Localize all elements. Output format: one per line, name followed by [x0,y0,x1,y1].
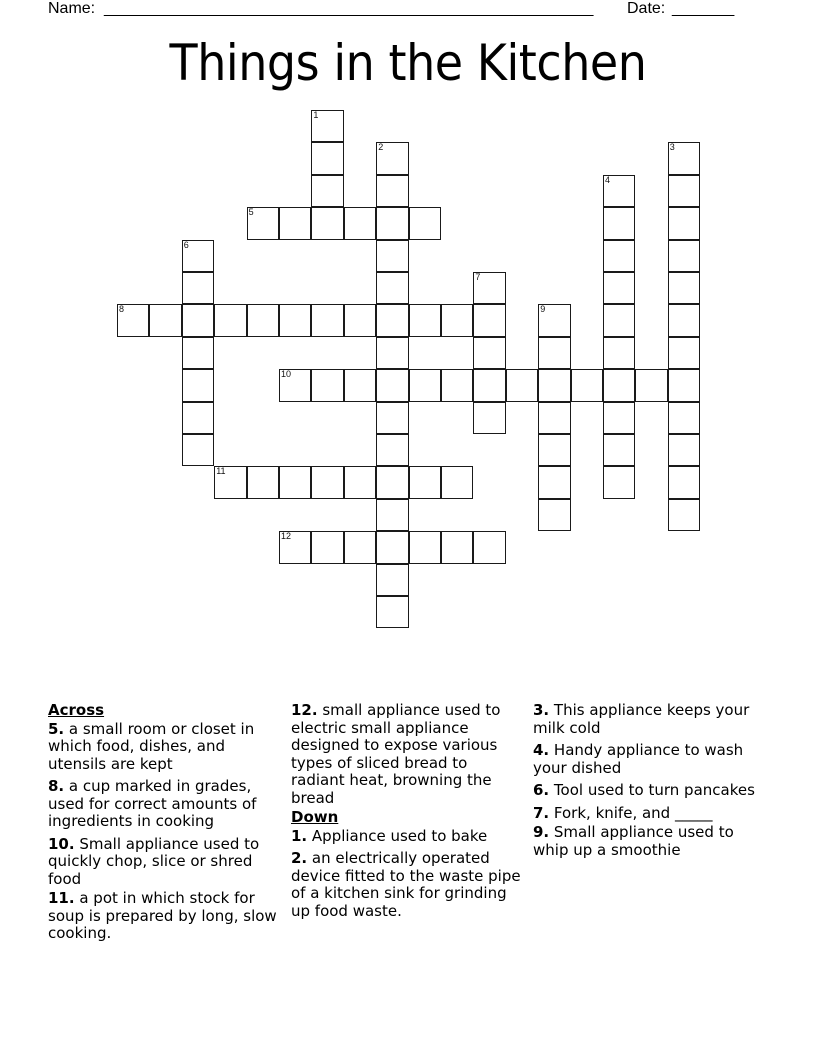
crossword-cell[interactable] [538,499,570,531]
crossword-cell[interactable] [376,434,408,466]
crossword-cell[interactable] [603,369,635,401]
crossword-cell[interactable] [603,402,635,434]
crossword-cell[interactable] [538,402,570,434]
clue-text: Small appliance used to quickly chop, slice or shred food [48,834,260,888]
clue-down-1 [291,828,521,846]
clue-down-3 [533,702,763,737]
clue-number-label: 9 [540,304,546,315]
crossword-cell[interactable] [668,304,700,336]
crossword-cell[interactable] [668,272,700,304]
crossword-cell[interactable] [247,304,279,336]
crossword-cell[interactable] [409,207,441,239]
crossword-cell[interactable] [182,304,214,336]
crossword-cell[interactable] [376,304,408,336]
page-title: Things in the Kitchen [169,34,647,92]
clues-column-3 [533,702,763,864]
date-label: Date: [627,0,666,17]
crossword-cell[interactable] [668,240,700,272]
crossword-cell[interactable] [344,531,376,563]
crossword-cell[interactable] [182,434,214,466]
clue-text: Handy appliance to wash your dished [533,741,744,777]
crossword-cell[interactable] [506,369,538,401]
crossword-cell[interactable] [311,531,343,563]
crossword-cell[interactable] [214,466,246,498]
clue-text: a pot in which stock for soup is prepared by long, slow cooking. [48,889,277,942]
crossword-cell[interactable] [409,369,441,401]
crossword-cell[interactable] [441,369,473,401]
crossword-cell[interactable] [376,564,408,596]
crossword-cell[interactable] [473,369,505,401]
crossword-cell[interactable] [376,531,408,563]
clue-text: Tool used to turn pancakes [549,781,755,799]
crossword-cell[interactable] [376,369,408,401]
clue-number-label: 11 [216,466,226,477]
crossword-cell[interactable] [279,369,311,401]
crossword-cell[interactable] [538,337,570,369]
clue-number: 5. [48,719,65,738]
clue-down-7 [533,805,763,823]
clue-down-9 [533,824,763,859]
clue-text: a cup marked in grades, used for correct amounts of ingredients in cooking [48,777,257,830]
crossword-cell[interactable] [635,369,667,401]
crossword-cell[interactable] [441,531,473,563]
crossword-cell[interactable] [538,434,570,466]
clue-down-2 [291,850,521,920]
across-heading: Across [48,701,105,719]
crossword-cell[interactable] [344,466,376,498]
crossword-cell[interactable] [376,142,408,174]
clue-text: an electrically operated device fitted to the waste pipe of a kitchen sink for grinding up food waste. [291,849,521,920]
crossword-cell[interactable] [247,466,279,498]
crossword-cell[interactable] [376,596,408,628]
crossword-cell[interactable] [603,337,635,369]
clue-text: Small appliance used to whip up a smoothie [533,823,734,859]
crossword-cell[interactable] [473,402,505,434]
crossword-cell[interactable] [603,466,635,498]
clue-across-5 [48,721,280,774]
crossword-cell[interactable] [376,272,408,304]
crossword-cell[interactable] [376,466,408,498]
clue-number-label: 12 [281,531,292,542]
crossword-cell[interactable] [376,337,408,369]
crossword-cell[interactable] [344,207,376,239]
crossword-cell[interactable] [668,499,700,531]
crossword-cell[interactable] [376,175,408,207]
crossword-cell[interactable] [376,499,408,531]
crossword-cell[interactable] [603,272,635,304]
crossword-cell[interactable] [247,207,279,239]
clue-number: 6. [533,781,550,799]
clue-number: 10. [48,834,75,853]
crossword-cell[interactable] [668,207,700,239]
crossword-cell[interactable] [182,240,214,272]
crossword-cell[interactable] [311,466,343,498]
crossword-cell[interactable] [214,304,246,336]
crossword-cell[interactable] [182,272,214,304]
crossword-cell[interactable] [473,304,505,336]
clue-down-6 [533,782,763,800]
clue-number-label: 8 [119,304,125,315]
clue-number-label: 5 [248,207,254,218]
clue-across-12 [291,702,521,807]
down-heading: Down [291,808,339,826]
clue-number: 1. [291,826,308,845]
crossword-cell[interactable] [668,142,700,174]
clue-number-label: 1 [313,110,319,120]
crossword-cell[interactable] [182,369,214,401]
clue-down-4 [533,742,763,777]
crossword-cell[interactable] [409,304,441,336]
crossword-cell[interactable] [668,369,700,401]
clue-across-8 [48,778,280,831]
crossword-cell[interactable] [344,369,376,401]
crossword-cell[interactable] [538,466,570,498]
clues-column-1 [48,702,280,948]
crossword-cell[interactable] [473,337,505,369]
crossword-cell[interactable] [279,304,311,336]
crossword-cell[interactable] [117,304,149,336]
clue-text: This appliance keeps your milk cold [533,701,750,737]
crossword-cell[interactable] [603,175,635,207]
clue-number: 3. [533,701,550,719]
crossword-cell[interactable] [344,304,376,336]
clues-column-2 [291,702,521,925]
name-field[interactable]: _______________________________________________________ [104,0,594,17]
crossword-cell[interactable] [311,304,343,336]
crossword-cell[interactable] [603,304,635,336]
crossword-cell[interactable] [409,466,441,498]
crossword-cell[interactable] [311,175,343,207]
clue-across-10 [48,836,280,889]
crossword-cell[interactable] [311,142,343,174]
crossword-cell[interactable] [182,402,214,434]
clue-number-label: 7 [475,272,481,282]
crossword-cell[interactable] [376,402,408,434]
clue-number-label: 6 [183,239,189,250]
clue-number-label: 3 [669,142,675,153]
clue-number-label: 4 [605,174,611,185]
crossword-cell[interactable] [473,272,505,304]
crossword-cell[interactable] [279,531,311,563]
clue-across-11 [48,890,280,943]
crossword-cell[interactable] [376,240,408,272]
crossword-cell[interactable] [571,369,603,401]
clue-number: 4. [533,741,550,759]
crossword-cell[interactable] [182,337,214,369]
crossword-cell[interactable] [311,369,343,401]
clue-number: 2. [291,849,308,867]
crossword-cell[interactable] [149,304,181,336]
crossword-cell[interactable] [376,207,408,239]
crossword-cell[interactable] [603,434,635,466]
date-field[interactable]: _______ [672,0,735,17]
clue-number: 7. [533,803,550,822]
clue-number-label: 2 [378,142,384,153]
crossword-cell[interactable] [668,337,700,369]
crossword-cell[interactable] [311,207,343,239]
clue-text: small appliance used to electric small appliance designed to expose various types of sliced bread to radiant heat, browning the bread [291,701,501,807]
clue-number: 12. [291,701,318,719]
crossword-cell[interactable] [668,175,700,207]
name-label: Name: [48,0,96,17]
crossword-cell[interactable] [279,466,311,498]
crossword-cell[interactable] [279,207,311,239]
crossword-cell[interactable] [538,304,570,336]
clue-text: Fork, knife, and _____ [549,803,713,822]
clue-number: 8. [48,777,65,795]
clue-text: Appliance used to bake [307,826,488,845]
clue-text: a small room or closet in which food, dishes, and utensils are kept [48,719,255,773]
crossword-cell[interactable] [668,402,700,434]
crossword-cell[interactable] [441,466,473,498]
clue-number: 11. [48,889,75,907]
crossword-cell[interactable] [668,466,700,498]
crossword-cell[interactable] [409,531,441,563]
crossword-cell[interactable] [538,369,570,401]
clue-number-label: 10 [281,369,292,380]
crossword-cell[interactable] [311,110,343,142]
crossword-cell[interactable] [473,531,505,563]
crossword-cell[interactable] [603,240,635,272]
crossword-cell[interactable] [441,304,473,336]
crossword-cell[interactable] [668,434,700,466]
crossword-cell[interactable] [603,207,635,239]
clue-number: 9. [533,823,550,841]
